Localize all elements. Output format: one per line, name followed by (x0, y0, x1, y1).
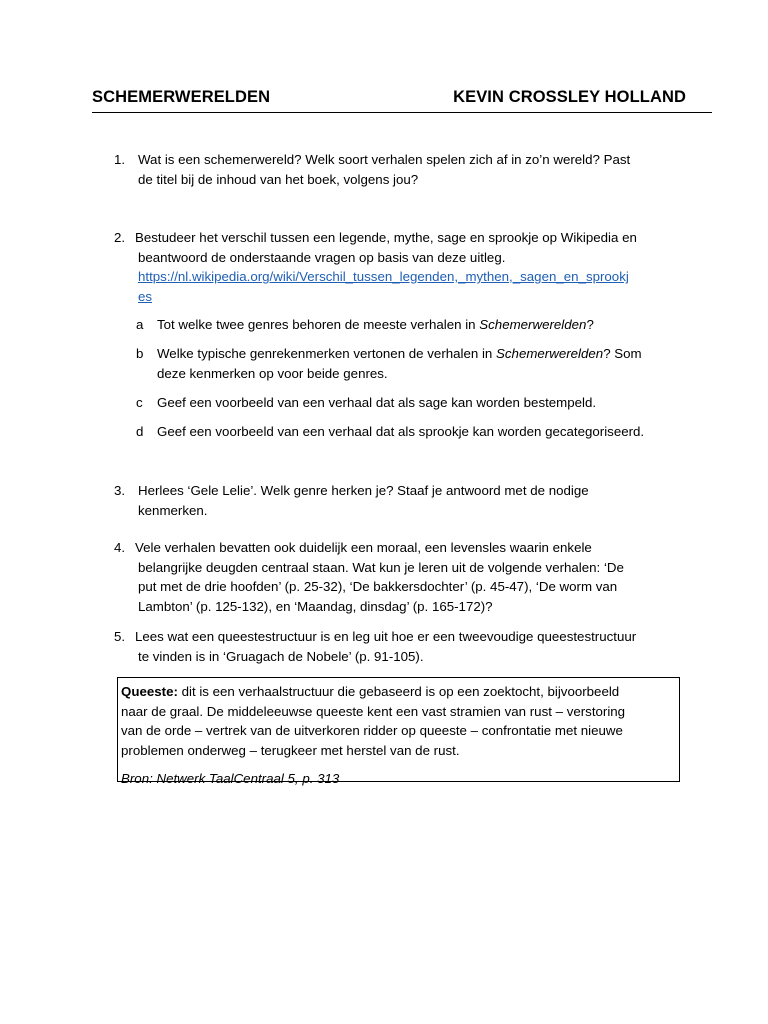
document-author: KEVIN CROSSLEY HOLLAND (453, 88, 686, 106)
wikipedia-link-continued[interactable]: es (138, 288, 153, 304)
definition-box (117, 677, 680, 786)
subquestion-d (136, 422, 696, 442)
subquestion-a (136, 315, 676, 335)
source-citation: Bron: Netwerk TaalCentraal 5, p. 313 (121, 770, 340, 786)
question-5 (114, 627, 684, 666)
question-line: te vinden is in ‘Gruagach de Nobele’ (p. 91-105). (138, 648, 424, 664)
question-line: de titel bij de inhoud van het boek, volgens jou? (138, 171, 419, 187)
subquestion-letter: a (136, 317, 144, 332)
definition-line: dit is een verhaalstructuur die gebaseerd is op een zoektocht, bijvoorbeeld (177, 684, 620, 699)
question-number: 1. (114, 152, 126, 167)
subquestion-letter: b (136, 346, 144, 361)
question-line: Lambton’ (p. 125-132), en ‘Maandag, dinsdag’ (p. 165-172)? (138, 598, 493, 614)
subquestion-letter: d (136, 424, 144, 439)
question-line: put met de drie hoofden’ (p. 25-32), ‘De bakkersdochter’ (p. 45-47), ‘De worm van (138, 579, 618, 594)
question-line: kenmerken. (138, 502, 208, 518)
subquestion-line-2: deze kenmerken op voor beide genres. (157, 366, 388, 381)
wikipedia-link[interactable]: https://nl.wikipedia.org/wiki/Verschil_tussen_legenden,_mythen,_sagen_en_sprookj (138, 269, 629, 284)
subquestion-text: Geef een voorbeeld van een verhaal dat als sprookje kan worden gecategoriseerd. (157, 424, 645, 439)
question-1 (114, 150, 674, 189)
subquestion-b (136, 344, 676, 384)
question-line: Wat is een schemerwereld? Welk soort verhalen spelen zich af in zo’n wereld? Past (138, 152, 631, 167)
definition-term: Queeste: (121, 684, 178, 699)
subquestion-text: Geef een voorbeeld van een verhaal dat als sage kan worden bestempeld. (157, 395, 597, 410)
question-3 (114, 481, 674, 520)
page-header (92, 88, 712, 113)
subquestion-c (136, 393, 676, 413)
question-line: Vele verhalen bevatten ook duidelijk een moraal, een levensles waarin enkele (135, 540, 592, 555)
question-number: 4. (114, 540, 126, 555)
subquestion-text-end: ? Som (603, 346, 642, 361)
question-line: Lees wat een queestestructuur is en leg uit hoe er een tweevoudige queestestructuur (135, 629, 637, 644)
question-line: beantwoord de onderstaande vragen op basis van deze uitleg. (138, 249, 506, 265)
subquestion-text: Tot welke twee genres behoren de meeste verhalen in (157, 317, 480, 332)
question-number: 3. (114, 483, 126, 498)
question-number: 5. (114, 629, 126, 644)
question-line: belangrijke deugden centraal staan. Wat kun je leren uit de volgende verhalen: ‘De (138, 559, 624, 575)
question-4 (114, 538, 674, 616)
question-2 (114, 228, 684, 306)
book-title: Schemerwerelden (496, 346, 604, 361)
question-number: 2. (114, 230, 126, 245)
subquestion-letter: c (136, 395, 143, 410)
subquestion-text: Welke typische genrekenmerken vertonen de verhalen in (157, 346, 497, 361)
definition-line: problemen onderweg – terugkeer met herstel van de rust. (121, 743, 460, 759)
book-title: Schemerwerelden (479, 317, 587, 332)
document-title: SCHEMERWERELDEN (92, 88, 271, 106)
question-line: Bestudeer het verschil tussen een legende, mythe, sage en sprookje op Wikipedia en (135, 230, 637, 245)
question-line: Herlees ‘Gele Lelie’. Welk genre herken je? Staaf je antwoord met de nodige (138, 483, 589, 498)
subquestion-text-end: ? (586, 317, 594, 332)
definition-line: van de orde – vertrek van de uitverkoren ridder op queeste – confrontatie met nieuwe (121, 723, 623, 739)
definition-line: naar de graal. De middeleeuwse queeste kent een vast stramien van rust – verstoring (121, 703, 626, 719)
